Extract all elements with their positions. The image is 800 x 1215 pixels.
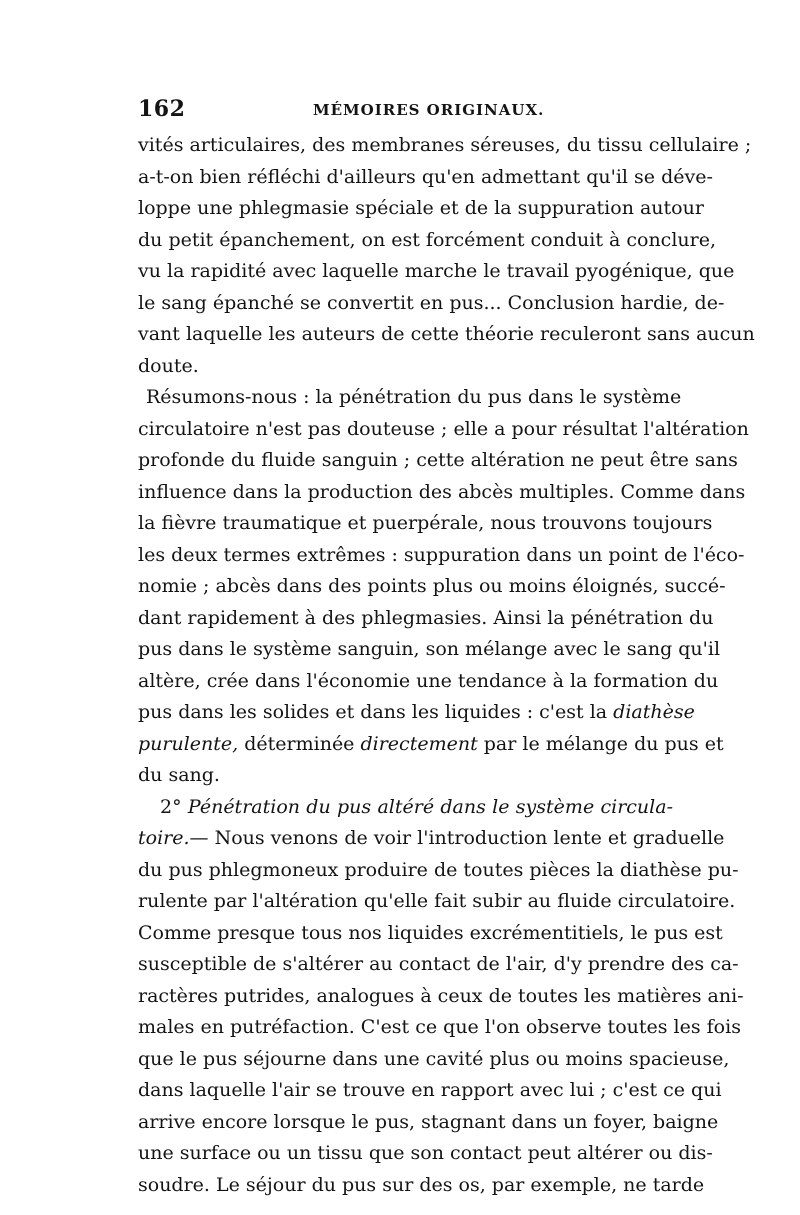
text-line: Résumons-nous : la pénétration du pus dans le système xyxy=(146,386,682,408)
section-heading-line xyxy=(138,792,673,824)
italic-run: purulente, xyxy=(138,732,239,755)
book-page xyxy=(138,96,755,1201)
running-title: MÉMOIRES ORIGINAUX. xyxy=(313,101,545,119)
text-line xyxy=(138,697,695,729)
text-line: a-t-on bien réfléchi d'ailleurs qu'en admettant qu'il se déve- xyxy=(138,165,713,188)
text-line: altère, crée dans l'économie une tendance à la formation du xyxy=(138,669,719,692)
text-run: pus dans les solides et dans les liquides : c'est la xyxy=(138,701,614,723)
text-run: par le mélange du pus et xyxy=(477,732,724,755)
text-line: du pus phlegmoneux produire de toutes pièces la diathèse pu- xyxy=(138,858,739,881)
text-run: — Nous venons de voir l'introduction lente et graduelle xyxy=(189,827,725,849)
text-line: le sang épanché se convertit en pus... Conclusion hardie, de- xyxy=(138,291,725,314)
text-run: déterminée xyxy=(238,732,361,755)
text-line: arrive encore lorsque le pus, stagnant dans un foyer, baigne xyxy=(138,1110,719,1133)
section-heading-end: toire. xyxy=(138,827,190,849)
text-line: loppe une phlegmasie spéciale et de la suppuration autour xyxy=(138,197,704,219)
text-line: les deux termes extrêmes : suppuration dans un point de l'éco- xyxy=(138,543,745,566)
text-line: circulatoire n'est pas douteuse ; elle a pour résultat l'altération xyxy=(138,417,749,440)
text-line: males en putréfaction. C'est ce que l'on observe toutes les fois xyxy=(138,1016,741,1038)
text-line: influence dans la production des abcès multiples. Comme dans xyxy=(138,480,746,503)
text-line: du sang. xyxy=(138,764,220,786)
paragraph-1 xyxy=(138,130,755,382)
running-head xyxy=(138,96,673,130)
page-number: 162 xyxy=(138,96,186,122)
text-line: ractères putrides, analogues à ceux de toutes les matières ani- xyxy=(138,984,744,1007)
text-line: vités articulaires, des membranes séreuses, du tissu cellulaire ; xyxy=(138,134,752,156)
text-line: du petit épanchement, on est forcément conduit à conclure, xyxy=(138,228,717,251)
text-line: doute. xyxy=(138,354,199,377)
text-line xyxy=(138,729,724,761)
text-line: pus dans le système sanguin, son mélange avec le sang qu'il xyxy=(138,638,721,660)
text-line: profonde du fluide sanguin ; cette altération ne peut être sans xyxy=(138,449,738,471)
paragraph-2 xyxy=(138,382,749,792)
text-line: vu la rapidité avec laquelle marche le travail pyogénique, que xyxy=(138,260,735,282)
text-line: dans laquelle l'air se trouve en rapport avec lui ; c'est ce qui xyxy=(138,1079,722,1101)
section-heading: Pénétration du pus altéré dans le système circula- xyxy=(187,795,673,818)
text-line: la fièvre traumatique et puerpérale, nous trouvons toujours xyxy=(138,512,713,534)
text-line: que le pus séjourne dans une cavité plus ou moins spacieuse, xyxy=(138,1047,730,1070)
text-line: une surface ou un tissu que son contact peut altérer ou dis- xyxy=(138,1142,713,1164)
text-line: Comme presque tous nos liquides excrémentitiels, le pus est xyxy=(138,921,723,944)
text-line: rulente par l'altération qu'elle fait subir au fluide circulatoire. xyxy=(138,890,736,912)
text-line: vant laquelle les auteurs de cette théorie reculeront sans aucun xyxy=(138,323,755,345)
text-line: nomie ; abcès dans des points plus ou moins éloignés, succé- xyxy=(138,575,726,597)
text-line: dant rapidement à des phlegmasies. Ainsi la pénétration du xyxy=(138,606,714,629)
paragraph-3 xyxy=(138,792,744,1202)
italic-run: diathèse xyxy=(613,701,695,723)
section-number: 2° xyxy=(160,795,188,818)
italic-run: directement xyxy=(360,732,478,755)
text-line xyxy=(138,823,725,855)
text-line: soudre. Le séjour du pus sur des os, par exemple, ne tarde xyxy=(138,1173,705,1196)
text-line: susceptible de s'altérer au contact de l'air, d'y prendre des ca- xyxy=(138,953,739,975)
